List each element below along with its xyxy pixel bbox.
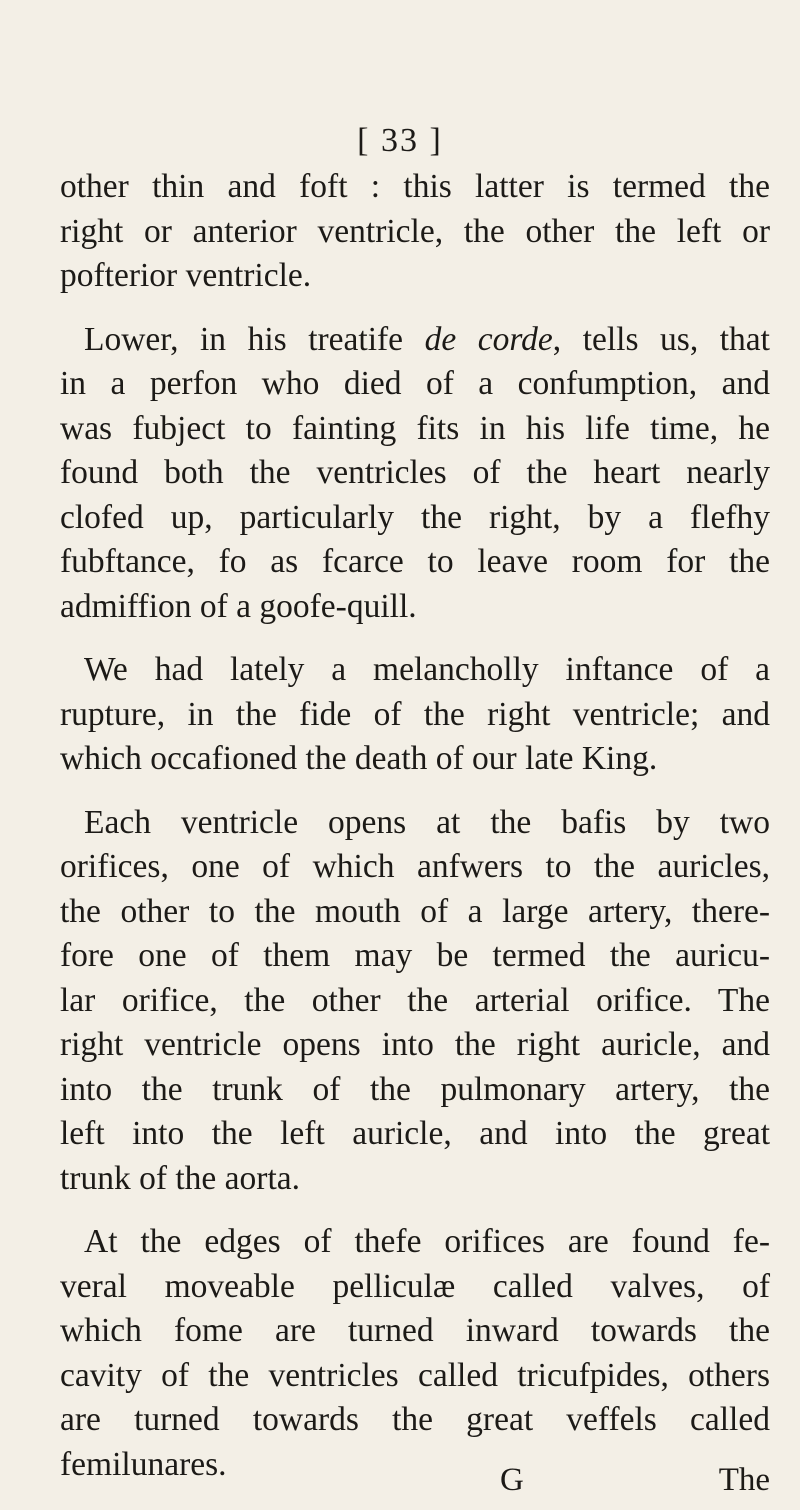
paragraph-2 bbox=[60, 318, 770, 630]
paragraph-4 bbox=[60, 801, 770, 1202]
text-line: are turned towards the great veffels called bbox=[60, 1401, 770, 1438]
page-body bbox=[60, 165, 770, 1487]
text-line: was fubject to fainting fits in his life time, he bbox=[60, 409, 770, 447]
text-line: trunk of the aorta. bbox=[60, 1159, 300, 1197]
paragraph-1 bbox=[60, 165, 770, 299]
text-line: Lower, in his treatife de corde, tells us, that bbox=[84, 320, 770, 358]
text-line: veral moveable pelliculæ called valves, of bbox=[60, 1267, 770, 1305]
catchword: The bbox=[718, 1462, 770, 1498]
text-line: the other to the mouth of a large artery, there- bbox=[60, 892, 770, 930]
paragraph-3 bbox=[60, 648, 770, 782]
text-line: left into the left auricle, and into the great bbox=[60, 1115, 770, 1152]
text-line: We had lately a melancholly inftance of a bbox=[84, 651, 770, 688]
signature-mark: G bbox=[500, 1462, 524, 1498]
text-line: fore one of them may be termed the auricu- bbox=[60, 937, 770, 974]
text-line: At the edges of thefe orifices are found fe- bbox=[84, 1223, 770, 1260]
text-line: found both the ventricles of the heart nearly bbox=[60, 454, 770, 491]
text-line: orifices, one of which anfwers to the auricles, bbox=[60, 848, 770, 885]
text-line: pofterior ventricle. bbox=[60, 257, 312, 294]
text-line: right ventricle opens into the right auricle, and bbox=[60, 1026, 770, 1063]
text-line: into the trunk of the pulmonary artery, the bbox=[60, 1070, 770, 1108]
text-line: in a perfon who died of a confumption, and bbox=[60, 365, 770, 402]
page-footer bbox=[0, 1462, 800, 1510]
text-line: rupture, in the fide of the right ventricle; and bbox=[60, 695, 770, 733]
text-line: Each ventricle opens at the bafis by two bbox=[84, 803, 770, 841]
text-line: other thin and foft : this latter is termed the bbox=[60, 168, 770, 205]
text-line: which occafioned the death of our late King. bbox=[60, 740, 658, 777]
text-line: which fome are turned inward towards the bbox=[60, 1312, 770, 1349]
text-line: cavity of the ventricles called tricufpides, others bbox=[60, 1356, 770, 1394]
text-line: admiffion of a goofe-quill. bbox=[60, 587, 417, 625]
text-line: right or anterior ventricle, the other the left or bbox=[60, 212, 770, 250]
page-number-header: [ 33 ] bbox=[357, 122, 443, 159]
text-line: clofed up, particularly the right, by a flefhy bbox=[60, 498, 770, 536]
text-line: femilunares. bbox=[60, 1445, 227, 1483]
paragraph-5 bbox=[60, 1220, 770, 1487]
text-line: lar orifice, the other the arterial orifice. The bbox=[60, 981, 770, 1019]
text-line: fubftance, fo as fcarce to leave room for the bbox=[60, 543, 770, 580]
